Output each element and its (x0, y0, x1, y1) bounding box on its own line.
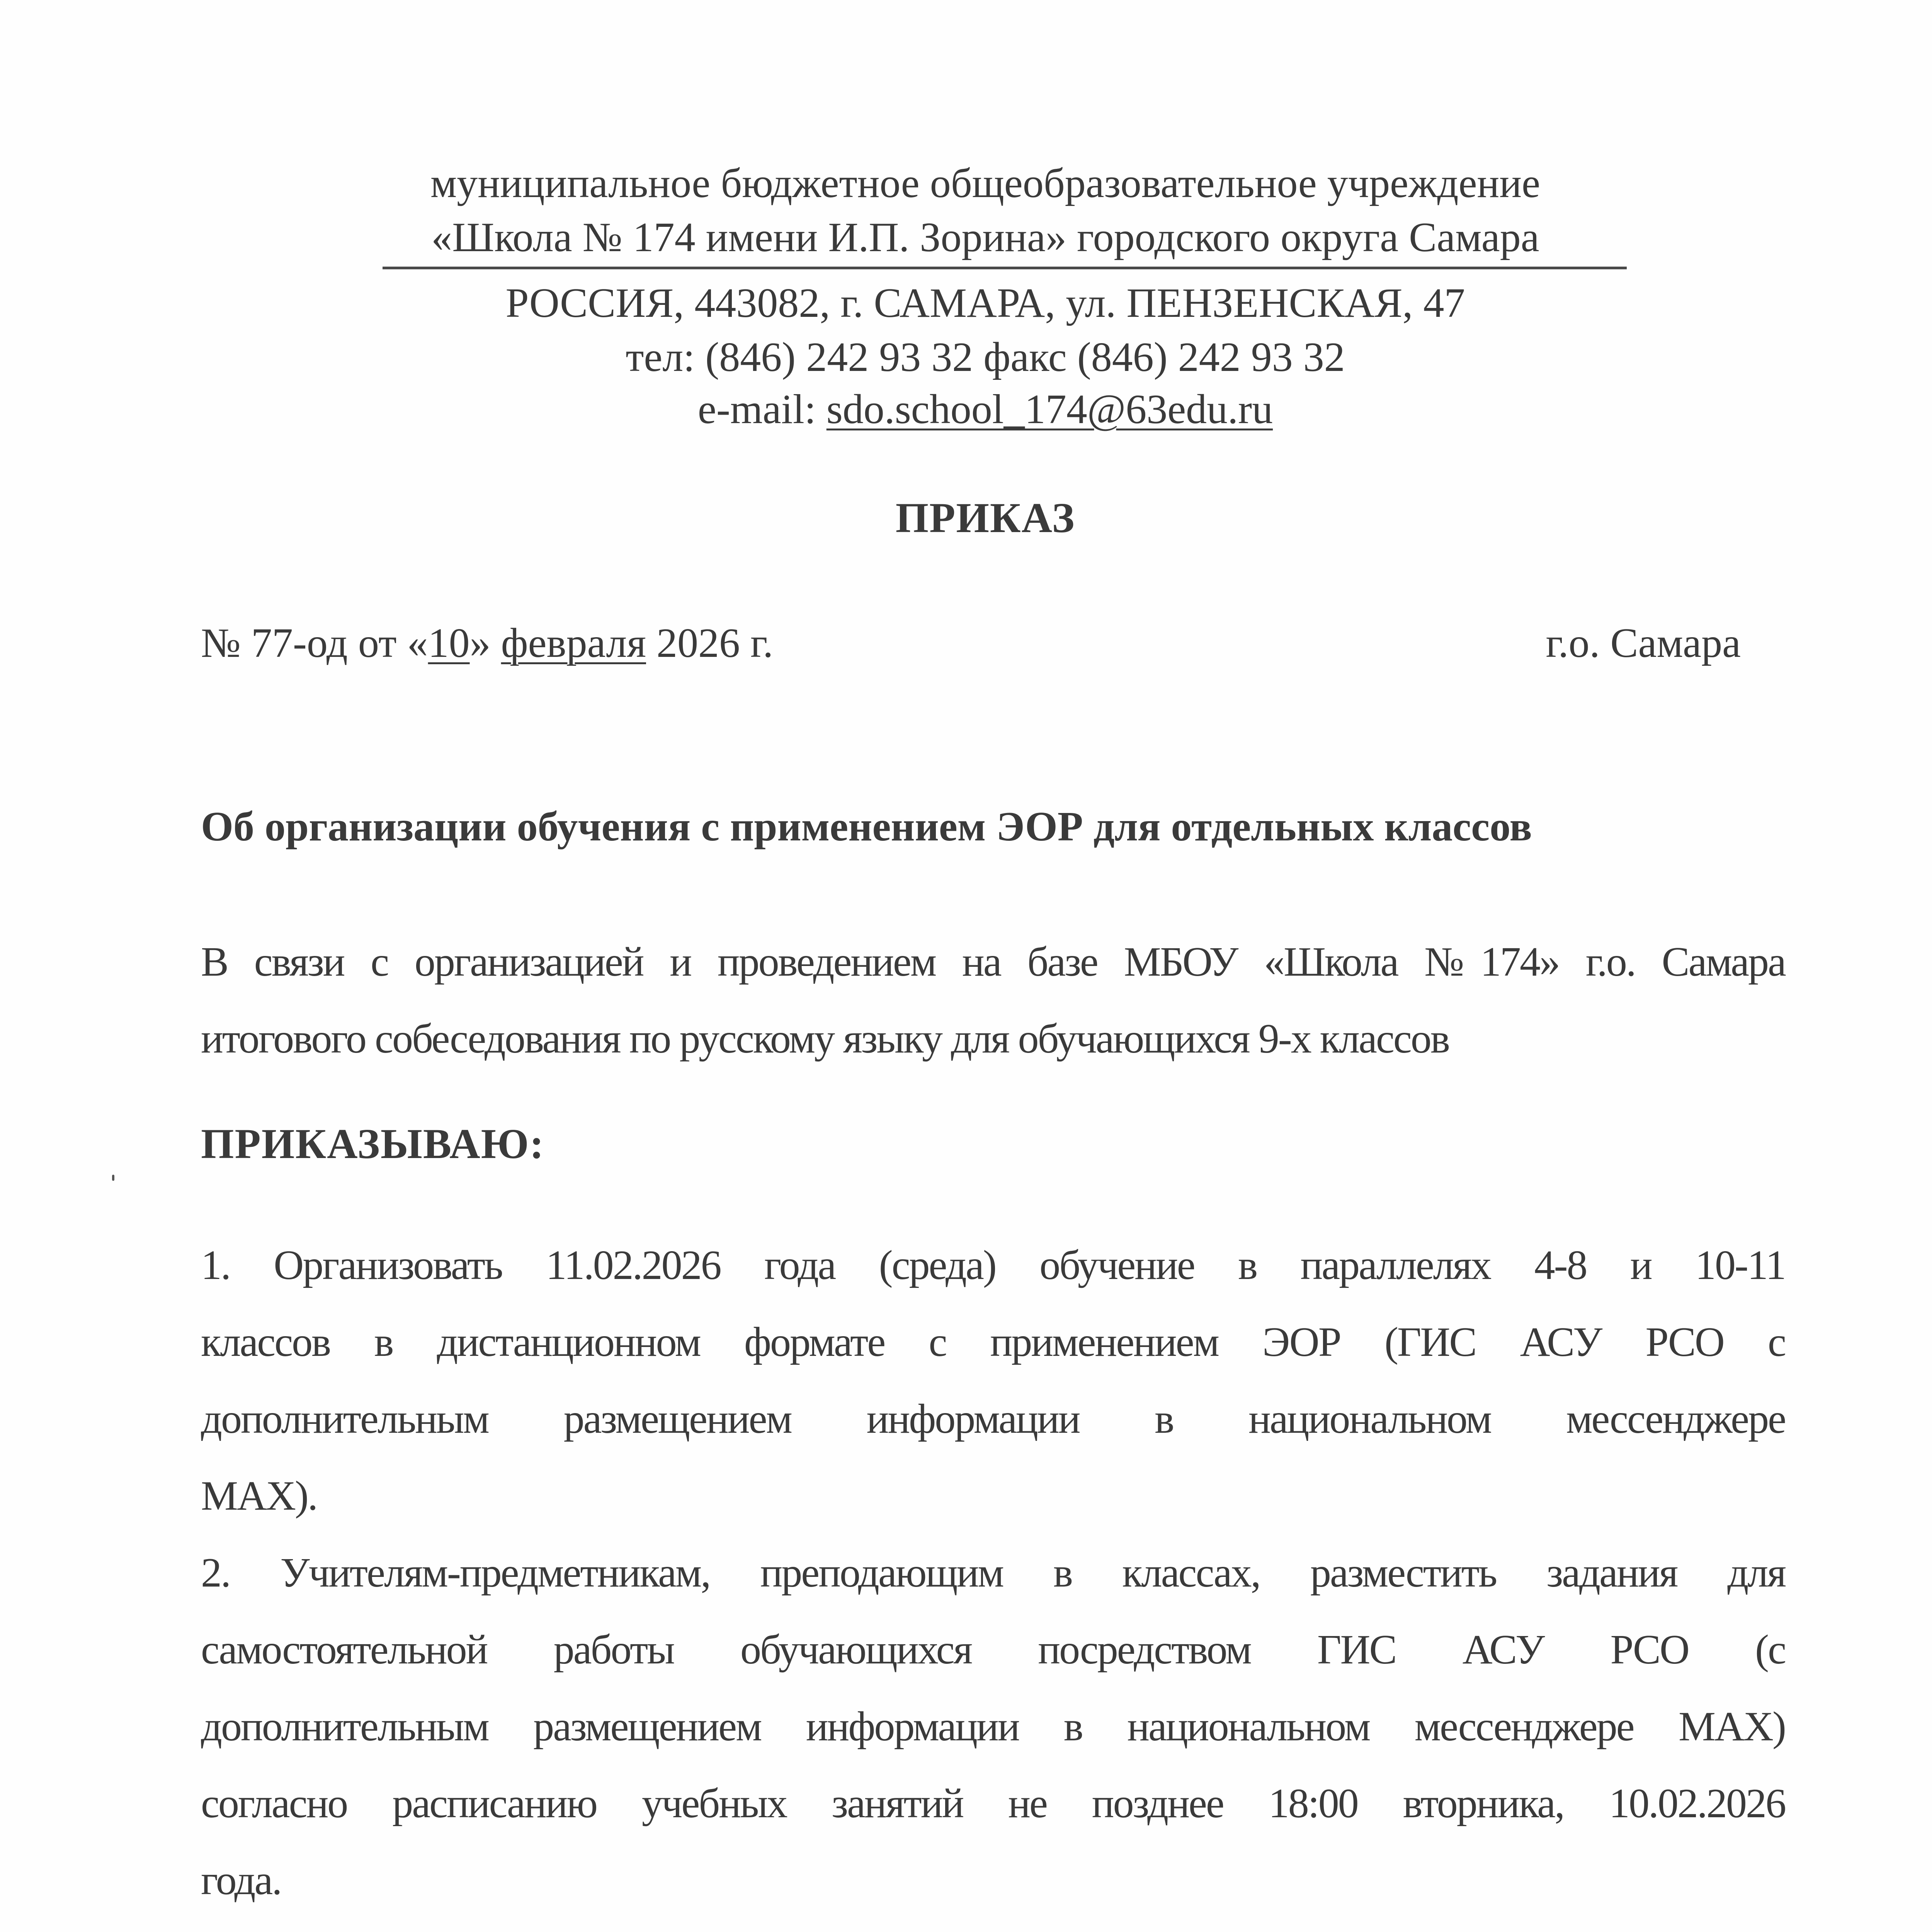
text-line: дополнительным размещением информации в национальном мессенджере (201, 1396, 1785, 1442)
order-day-suffix: » (469, 620, 501, 666)
header-divider (383, 267, 1627, 269)
text-line: года. (201, 1857, 281, 1903)
text-line: итогового собеседования по русскому языку для обучающихся 9-х классов (201, 1016, 1449, 1062)
org-type: муниципальное бюджетное общеобразовательное учреждение (430, 160, 1541, 206)
text-line: согласно расписанию учебных занятий не позднее 18:00 вторника, 10.02.2026 (201, 1781, 1785, 1827)
org-phone-fax: тел: (846) 242 93 32 факс (846) 242 93 32 (626, 334, 1345, 380)
decree-heading: ПРИКАЗЫВАЮ: (201, 1120, 545, 1167)
text-line: 2. Учителям-предметникам, преподающим в классах, разместить задания для (201, 1550, 1785, 1596)
text-line: классов в дистанционном формате с применением ЭОР (ГИС АСУ РСО с (201, 1319, 1785, 1365)
order-intro (201, 923, 1785, 1077)
order-item-1 (201, 1227, 1785, 1534)
text-line (201, 1919, 1785, 1932)
org-address: РОССИЯ, 443082, г. САМАРА, ул. ПЕНЗЕНСКАЯ, 47 (505, 280, 1465, 326)
email-label: e-mail: (697, 386, 827, 432)
order-item-2 (201, 1534, 1785, 1919)
text-line: В связи с организацией и проведением на базе МБОУ «Школа №174» г.о. Самара (201, 939, 1785, 985)
org-email-line (0, 383, 1932, 437)
order-year: 2026 г. (646, 620, 774, 666)
text-line: MAX). (201, 1473, 317, 1519)
text-line: дополнительным размещением информации в национальном мессенджере MAX) (201, 1704, 1785, 1750)
text-line: самостоятельной работы обучающихся посредством ГИС АСУ РСО (с (201, 1627, 1785, 1673)
order-items (201, 1227, 1785, 1932)
order-number: № 77-од от « (201, 620, 428, 666)
document-title: ПРИКАЗ (895, 494, 1075, 541)
scan-speck (112, 1175, 114, 1181)
org-name: «Школа № 174 имени И.П. Зорина» городского округа Самара (431, 214, 1539, 260)
order-item-3 (201, 1919, 1785, 1932)
text-line: 1. Организовать 11.02.2026 года (среда) обучение в параллелях 4-8 и 10-11 (201, 1242, 1785, 1288)
order-month: февраля (501, 620, 646, 666)
order-subject: Об организации обучения с применением ЭОР для отдельных классов (201, 804, 1532, 850)
order-day: 10 (428, 620, 470, 666)
order-number-date (201, 616, 773, 670)
order-city: г.о. Самара (1546, 620, 1741, 666)
email-link[interactable]: sdo.school_174@63edu.ru (826, 386, 1273, 432)
